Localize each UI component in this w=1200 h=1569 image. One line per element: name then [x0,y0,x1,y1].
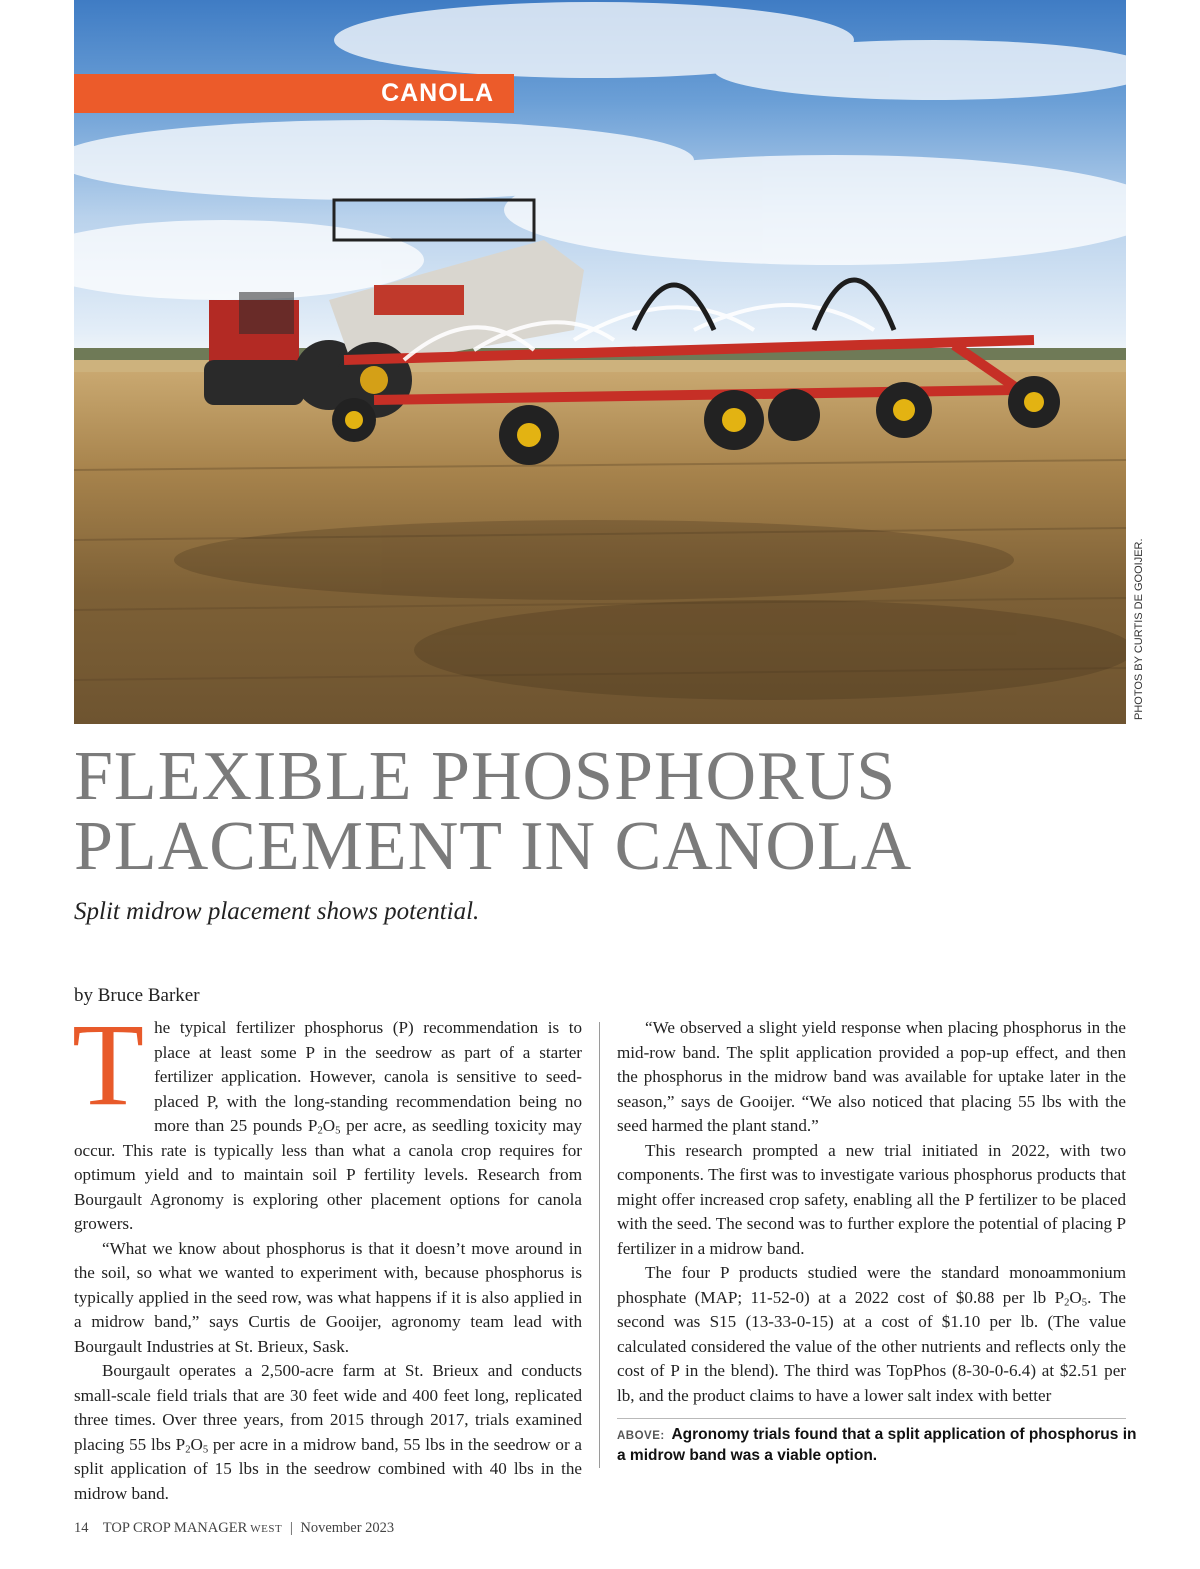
page-number: 14 [74,1520,89,1536]
caption-label: ABOVE: [617,1430,665,1442]
p3-lead: Bourgault operates a 2,500-acre farm at St. Brieux and conducts small-scale field trials that are 30 feet wide and 400 feet long, replicated three times. Over three years, from 2015 through 2017, trials examined placing 55 lbs P [74,1361,582,1454]
paragraph-6 [617,1261,1126,1408]
article-headline [74,738,1134,885]
paragraph-3 [74,1359,582,1506]
footer-separator: | [289,1520,293,1536]
p6-sub-5: 5 [1081,1297,1088,1309]
p6-tail: . The second was S15 (13-33-0-15) at a cost of $1.10 per lb. (The value calculated considered the value of the other nutrients and reflects only the cost of P in the blend). The third was TopPhos (8-30-0-6.4) at $2.51 per lb, and the product claims to have a lower salt index with better [617,1287,1126,1405]
caption-text: Agronomy trials found that a split application of phosphorus in a midrow band was a viable option. [617,1426,1137,1464]
p6-oxygen: O [1069,1287,1082,1307]
p1-lead: he typical fertilizer phosphorus (P) recommendation is to place at least some P in the seedrow as part of a starter fertilizer application. However, canola is sensitive to seed-placed P, with the long-standing recommendation being no more than 25 pounds P [154,1018,582,1135]
p1-tail: per acre, as seedling toxicity may occur. This rate is typically less than what a canola crop requires for optimum yield and to maintain soil P fertility levels. Research from Bourgault Agronomy is exploring other placement options for canola growers. [74,1116,582,1233]
paragraph-2: “What we know about phosphorus is that it doesn’t move around in the soil, so what we wanted to experiment with, because phosphorus is typically applied in the seed row, was what happens if it is also applied in a midrow band,” says Curtis de Gooijer, agronomy team lead with Bourgault Industries at St. Brieux, Sask. [74,1238,582,1356]
headline-line-1: FLEXIBLE PHOSPHORUS [74,738,897,815]
article-column-left [72,999,583,1506]
photo-credit [1129,538,1157,724]
byline: by Bruce Barker [74,985,200,1006]
issue-date: November 2023 [300,1520,395,1536]
p3-sub-5: 5 [202,1444,209,1456]
p1-oxygen: O [322,1116,336,1135]
page-footer [74,1520,394,1537]
headline-line-2: PLACEMENT IN CANOLA [74,808,913,885]
hero-photo [74,0,1126,724]
p3-tail: per acre in a midrow band, 55 lbs in the seedrow or a split application of 15 lbs in the seedrow combined with 40 lbs in the midrow band. [74,1434,583,1503]
p1-sub-5: 5 [335,1125,341,1137]
section-tag [74,74,514,113]
p3-oxygen: O [190,1434,203,1454]
article-column-right [617,1016,1126,1408]
caption-divider [617,1418,1126,1419]
column-divider [599,1022,600,1468]
article-subtitle: Split midrow placement shows potential. [74,898,480,925]
section-tag-label: CANOLA [381,79,494,107]
p1-sub-2: 2 [317,1125,323,1137]
paragraph-4: “We observed a slight yield response when placing phosphorus in the mid-row band. The split application provided a pop-up effect, and then the phosphorus in the midrow band was available for uptake later in the season,” says de Gooijer. “We also noticed that placing 55 lbs with the seed harmed the plant stand.” [617,1018,1126,1135]
photo-credit-text: PHOTOS BY CURTIS DE GOOIJER. [1133,538,1145,720]
magazine-name: TOP CROP MANAGER [102,1520,248,1536]
photo-caption [617,1425,1137,1465]
drop-cap: T [72,999,145,1130]
paragraph-5: This research prompted a new trial initiated in 2022, with two components. The first was to investigate various phosphorus products that might offer increased crop safety, enabling all the P fertilizer to be placed with the seed. The second was to further explore the potential of placing P fertilizer in a midrow band. [617,1140,1126,1258]
magazine-edition: WEST [250,1523,283,1535]
p6-lead: The four P products studied were the standard monoammonium phosphate (MAP; 11-52-0) at a 2022 cost of $0.88 per lb P [617,1263,1126,1307]
p6-sub-2: 2 [1064,1297,1070,1309]
p3-sub-2: 2 [185,1444,191,1456]
paragraph-1 [72,999,582,1237]
